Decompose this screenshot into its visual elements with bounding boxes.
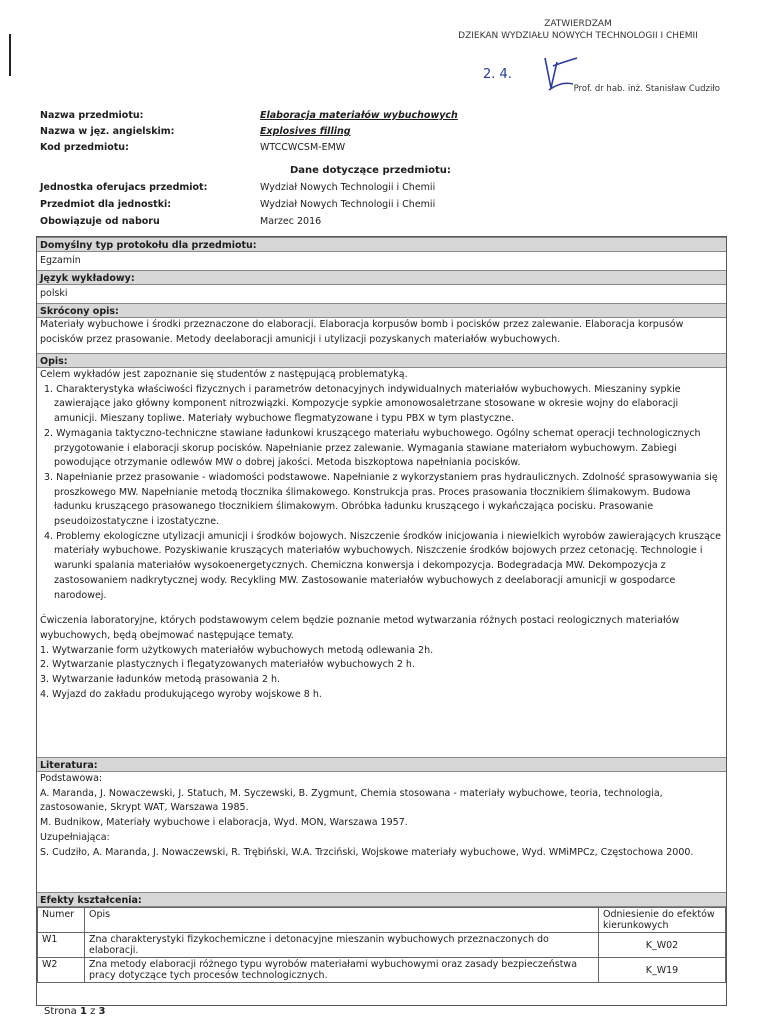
col-reference: Odniesienie do efektów kierunkowych	[599, 908, 726, 933]
binder-mark	[9, 34, 11, 76]
protocol-header: Domyślny typ protokołu dla przedmiotu:	[37, 237, 726, 252]
approval-stamp	[428, 18, 728, 94]
outcome-number: W2	[38, 958, 85, 983]
target-unit-label: Przedmiot dla jednostki:	[40, 199, 172, 210]
description-item: 2. Wymagania taktyczno-techniczne stawiane ładunkowi kruszącego materiału wybuchowego. Ogólny schemat operacji technologicznych przygotowanie i elaboracji skorup pocisków. Napełnianie przez zalewanie. Wymagania stawiane materiałom wybuchowym. Zabiegi powodujące otrzymanie odlewów MW o dobrej jakości. Metoda biszkoptowa napełniania pocisków.	[44, 427, 701, 469]
page-total: 3	[98, 1006, 106, 1017]
approval-signatory: Prof. dr hab. inż. Stanisław Cudziło	[573, 84, 720, 94]
page-number: 1	[79, 1006, 87, 1017]
outcome-description: Zna charakterystyki fizykochemiczne i detonacyjne mieszanin wybuchowych przeznaczonych do elaboracji.	[85, 933, 599, 958]
page-sep: z	[90, 1006, 96, 1017]
outcomes-header-row	[38, 908, 726, 933]
literature-extra-item: S. Cudziło, A. Maranda, J. Nowaczewski, R. Trębiński, W.A. Trzciński, Wojskowe materiały wybuchowe, Wyd. WMiMPCz, Częstochowa 2000.	[40, 846, 694, 858]
subject-data-heading: Dane dotyczące przedmiotu:	[290, 165, 451, 176]
outcomes-header: Efekty kształcenia:	[37, 892, 726, 907]
signature-mark	[453, 44, 593, 100]
outcome-number: W1	[38, 933, 85, 958]
subject-code-value: WTCCWCSM-EMW	[260, 142, 346, 153]
subject-name-en-label: Nazwa w jęz. angielskim:	[40, 126, 175, 137]
literature-basic-label: Podstawowa:	[40, 773, 103, 784]
subject-code-label: Kod przedmiotu:	[40, 142, 129, 153]
subject-name-value: Elaboracja materiałów wybuchowych	[260, 110, 458, 121]
lab-item: 4. Wyjazd do zakładu produkującego wyroby wojskowe 8 h.	[40, 688, 322, 700]
description-header: Opis:	[37, 353, 726, 368]
literature-header: Literatura:	[37, 757, 726, 772]
language-header: Język wykładowy:	[37, 270, 726, 285]
offering-unit-value: Wydział Nowych Technologii i Chemii	[260, 182, 436, 193]
literature-extra-label: Uzupełniająca:	[40, 831, 110, 843]
description-intro: Celem wykładów jest zapoznanie się studentów z następującą problematyką.	[40, 369, 408, 380]
outcome-description: Zna metody elaboracji różnego typu wyrobów materiałami wybuchowymi oraz zasady bezpieczeństwa pracy dotyczące tych procesów technologicznych.	[85, 958, 599, 983]
col-description: Opis	[85, 908, 599, 933]
literature-basic-item: M. Budnikow, Materiały wybuchowe i elaboracja, Wyd. MON, Warszawa 1957.	[40, 817, 408, 829]
lab-item: 2. Wytwarzanie plastycznych i flegatyzowanych materiałów wybuchowych 2 h.	[40, 659, 415, 671]
description-item: 4. Problemy ekologiczne utylizacji amunicji i środków bojowych. Niszczenie środków inicjowania i niewielkich wyrobów zawierających kruszące materiały wybuchowe. Pozyskiwanie kruszących materiałów wybuchowych. Niszczenie środków bojowych przez cetonację. Technologie i warunki spalania materiałów wysokoenergetycznych. Chemiczna konwersja i dekompozycja. Bodegradacja MW. Dekompozycja z zastosowaniem nadkrytycznej wody. Recykling MW. Zastosowanie materiałów wybuchowych z deelaboracji amunicji w gospodarce narodowej.	[44, 530, 721, 601]
short-desc-header: Skrócony opis:	[37, 303, 726, 318]
description-item: 1. Charakterystyka właściwości fizycznych i parametrów detonacyjnych indywidualnych materiałów wybuchowych. Mieszaniny sypkie zawierające jako główny komponent nitrozwiązki. Kompozycje sypkie amonowosaletrzane stosowane w okresie wojny do elaboracji amunicji. Mieszany topliwe. Materiały wybuchowe flegmatyzowane i typu PBX w tym plastyczne.	[44, 383, 681, 425]
approval-dean: DZIEKAN WYDZIAŁU NOWYCH TECHNOLOGII I CHEMII	[458, 31, 698, 41]
page-footer	[44, 1006, 106, 1017]
valid-from-label: Obowiązuje od naboru	[40, 216, 160, 227]
syllabus-table	[36, 236, 727, 1006]
approval-title: ZATWIERDZAM	[544, 19, 612, 29]
language-value: polski	[40, 288, 68, 299]
outcome-reference: K_W02	[599, 933, 726, 958]
svg-text:2. 4.: 2. 4.	[483, 67, 512, 82]
subject-name-en-value: Explosives filling	[260, 126, 351, 137]
table-row	[38, 933, 726, 958]
lab-intro: Ćwiczenia laboratoryjne, których podstawowym celem będzie poznanie metod wytwarzania różnych postaci reologicznych materiałów wybuchowych, będą obejmować następujące tematy.	[40, 615, 680, 641]
page-label: Strona	[44, 1006, 77, 1017]
lab-item: 1. Wytwarzanie form użytkowych materiałów wybuchowych metodą odlewania 2h.	[40, 644, 434, 656]
target-unit-value: Wydział Nowych Technologii i Chemii	[260, 199, 436, 210]
description-body	[40, 368, 724, 702]
lab-item: 3. Wytwarzanie ładunków metodą prasowania 2 h.	[40, 674, 281, 686]
description-item: 3. Napełnianie przez prasowanie - wiadomości podstawowe. Napełnianie z wykorzystaniem pras hydraulicznych. Zdolność sprasowywania się proszkowego MW. Napełnianie metodą tłocznika ślimakowego. Konstrukcja pras. Proces prasowania tłocznikiem ślimakowym. Budowa ładunku kruszącego prasowanego tłocznikiem ślimakowym. Obróbka ładunku kruszącego i wykańczająca pocisku. Prasowanie pseudoizostatyczne i izostatyczne.	[44, 471, 718, 528]
col-number: Numer	[38, 908, 85, 933]
outcome-reference: K_W19	[599, 958, 726, 983]
outcomes-table	[37, 907, 726, 983]
subject-name-label: Nazwa przedmiotu:	[40, 110, 144, 121]
valid-from-value: Marzec 2016	[260, 216, 322, 227]
offering-unit-label: Jednostka oferujacs przedmiot:	[40, 182, 208, 193]
protocol-value: Egzamin	[40, 255, 81, 266]
literature-body	[40, 772, 724, 860]
table-row	[38, 958, 726, 983]
literature-basic-item: A. Maranda, J. Nowaczewski, J. Statuch, M. Syczewski, B. Zygmunt, Chemia stosowana - materiały wybuchowe, teoria, technologia, zastosowanie, Skrypt WAT, Warszawa 1985.	[40, 787, 663, 814]
short-desc-text: Materiały wybuchowe i środki przeznaczone do elaboracji. Elaboracja korpusów bomb i pocisków przez zalewanie. Elaboracja korpusów pocisków przez prasowanie. Metody deelaboracji amunicji i utylizacji pozyskanych materiałów wybuchowych.	[40, 319, 684, 345]
